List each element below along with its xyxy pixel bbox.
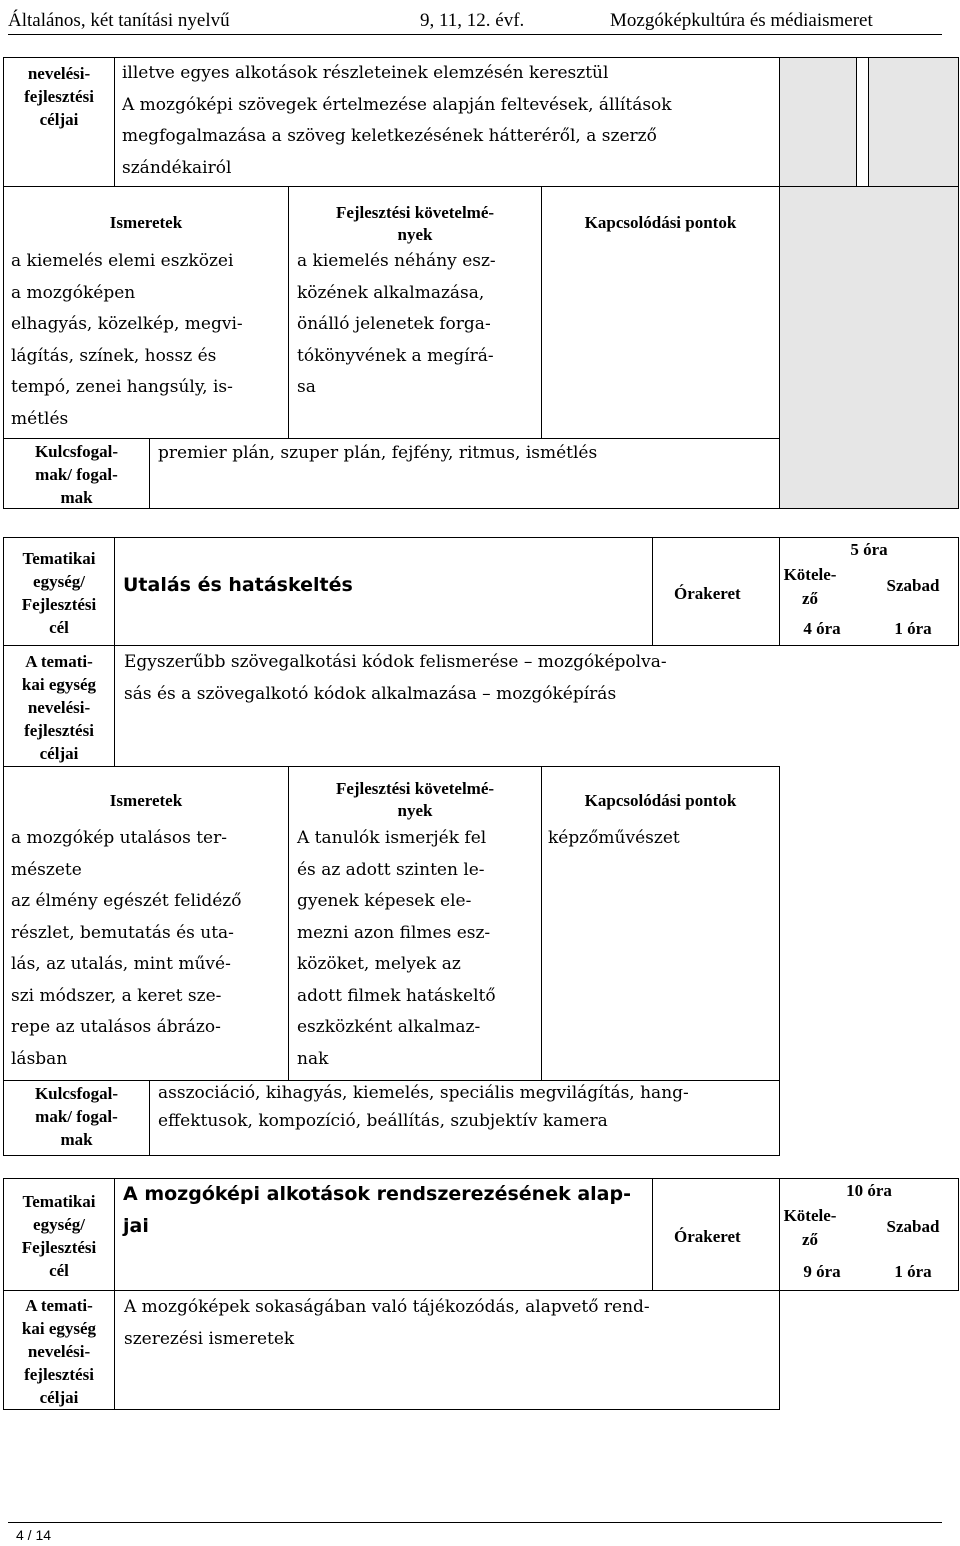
unit-title <box>123 1178 631 1242</box>
goal-label <box>4 62 114 131</box>
orakeret-label: Órakeret <box>674 584 741 603</box>
text-line: tempó, zenei hangsúly, is- <box>11 377 233 397</box>
label-line: céljai <box>39 110 79 129</box>
ismeretek-text <box>11 246 243 435</box>
text-line: A tanulók ismerjék fel <box>297 828 487 848</box>
szabad-label: Szabad <box>886 576 940 595</box>
label-line: Fejlesztési <box>21 595 97 614</box>
ismeretek-text <box>11 823 241 1075</box>
total-hours: 5 óra <box>850 540 888 559</box>
label-line: egység/ <box>33 572 85 591</box>
title-line: jai <box>123 1215 149 1237</box>
label-line: fejlesztési <box>24 721 94 740</box>
label-line: nevelési- <box>27 698 91 717</box>
kotelezo-label <box>780 1204 840 1252</box>
text-line: szi módszer, a keret sze- <box>11 985 222 1006</box>
header-line: nyek <box>397 801 433 820</box>
label-line: A temati- <box>25 1296 93 1315</box>
kotelezo-hours: 9 óra <box>803 1262 841 1281</box>
header-right: Mozgóképkultúra és médiaismeret <box>610 10 873 31</box>
goal-line: A mozgóképi szövegek értelmezése alapján feltevések, állítások <box>122 94 672 115</box>
text-line: a kiemelés elemi eszközei <box>11 251 234 271</box>
label-line: kai egység <box>21 1319 97 1338</box>
gray-margin-1 <box>779 58 959 508</box>
page-number: 4 / 14 <box>16 1527 52 1543</box>
goal-line: illetve egyes alkotások részleteinek elemzésén keresztül <box>122 63 609 83</box>
label-line: fejlesztési <box>24 87 94 106</box>
col-kapcsolodasi-header: Kapcsolódási pontok <box>584 213 737 232</box>
goal-line: sás és a szövegalkotó kódok alkalmazása – mozgóképírás <box>124 683 617 704</box>
kulcs-label <box>4 440 149 509</box>
goal-text <box>124 1292 650 1355</box>
kulcs-text <box>158 1079 689 1135</box>
label-line: fejlesztési <box>24 1365 94 1384</box>
text-line: közöket, melyek az <box>297 954 461 974</box>
text-line: és az adott szinten le- <box>297 859 485 880</box>
unit-title: Utalás és hatáskeltés <box>123 574 353 596</box>
label-line: Fejlesztési <box>21 1238 97 1257</box>
text-line: mészete <box>11 859 82 880</box>
kotelezo-label <box>780 563 840 611</box>
szabad-hours: 1 óra <box>894 1262 932 1281</box>
goal-text <box>122 58 672 184</box>
orakeret-label: Órakeret <box>674 1227 741 1246</box>
label-line: Kötele- <box>783 565 837 584</box>
label-line: egység/ <box>33 1215 85 1234</box>
text-line: sa <box>297 377 316 397</box>
text-line: lásban <box>11 1048 68 1069</box>
label-line: Kötele- <box>783 1206 837 1225</box>
text-line: részlet, bemutatás és uta- <box>11 922 234 943</box>
total-hours: 10 óra <box>846 1181 892 1200</box>
header-line: Fejlesztési követelmé- <box>335 203 495 222</box>
label-line: Kulcsfogal- <box>34 442 119 461</box>
label-line: céljai <box>39 1388 79 1407</box>
label-line: Tematikai <box>22 1192 96 1211</box>
text-line: mezni azon filmes esz- <box>297 922 491 943</box>
szabad-label: Szabad <box>886 1217 940 1236</box>
white-divider-1 <box>856 58 868 186</box>
text-line: effektusok, kompozíció, beállítás, szubjektív kamera <box>158 1111 608 1131</box>
goal-label <box>4 1294 114 1409</box>
goal-line: A mozgóképek sokaságában való tájékozódás, alapvető rend- <box>124 1297 650 1317</box>
label-line: cél <box>49 1261 69 1280</box>
text-line: a kiemelés néhány esz- <box>297 251 496 271</box>
goal-line: szándékairól <box>122 157 232 178</box>
title-line: A mozgóképi alkotások rendszerezésének alap- <box>123 1183 631 1205</box>
text-line: nak <box>297 1048 329 1069</box>
page-footer <box>8 1522 942 1543</box>
col-ismeretek-header: Ismeretek <box>109 213 183 232</box>
label-line: mak <box>60 1130 93 1149</box>
text-line: tókönyvének a megírá- <box>297 345 494 366</box>
goal-text <box>124 647 667 710</box>
label-line: A temati- <box>25 652 93 671</box>
text-line: elhagyás, közelkép, megvi- <box>11 314 243 334</box>
label-line: ző <box>801 589 819 608</box>
label-line: kai egység <box>21 675 97 694</box>
kulcs-text: premier plán, szuper plán, fejfény, ritmus, ismétlés <box>158 443 598 463</box>
label-line: Tematikai <box>22 549 96 568</box>
text-line: lás, az utalás, mint művé- <box>11 954 231 974</box>
header-middle: 9, 11, 12. évf. <box>420 10 525 31</box>
text-line: a mozgóképen <box>11 282 136 303</box>
szabad-hours: 1 óra <box>894 619 932 638</box>
page-header <box>8 6 942 35</box>
kulcs-label <box>4 1082 149 1151</box>
label-line: ző <box>801 1230 819 1249</box>
text-line: repe az utalásos ábrázo- <box>11 1017 221 1037</box>
text-line: közének alkalmazása, <box>297 282 485 303</box>
text-line: önálló jelenetek forga- <box>297 314 491 334</box>
label-line: nevelési- <box>27 64 91 83</box>
col-kapcsolodasi-header: Kapcsolódási pontok <box>584 791 737 810</box>
text-line: asszociáció, kihagyás, kiemelés, speciális megvilágítás, hang- <box>158 1083 689 1103</box>
kapcsolodasi-text: képzőművészet <box>548 828 680 848</box>
goal-line: szerezési ismeretek <box>124 1328 295 1349</box>
col-ismeretek-header: Ismeretek <box>109 791 183 810</box>
label-line: Kulcsfogal- <box>34 1084 119 1103</box>
text-line: a mozgókép utalásos ter- <box>11 828 227 848</box>
goal-line: Egyszerűbb szövegalkotási kódok felismerése – mozgóképolva- <box>124 652 667 672</box>
label-line: nevelési- <box>27 1342 91 1361</box>
text-line: métlés <box>11 408 69 429</box>
kotelezo-hours: 4 óra <box>803 619 841 638</box>
header-line: Fejlesztési követelmé- <box>335 779 495 798</box>
label-line: mak/ fogal- <box>35 1107 118 1126</box>
col-fejlesztesi-header <box>289 202 541 246</box>
text-line: lágítás, színek, hossz és <box>11 345 217 366</box>
fejlesztesi-text <box>297 246 496 404</box>
header-line: nyek <box>397 225 433 244</box>
label-line: céljai <box>39 744 79 763</box>
tematikai-label <box>4 1190 114 1282</box>
text-line: adott filmek hatáskeltő <box>297 985 496 1006</box>
goal-label <box>4 650 114 765</box>
col-fejlesztesi-header <box>289 778 541 822</box>
tematikai-label <box>4 547 114 639</box>
text-line: gyenek képesek ele- <box>297 891 472 911</box>
label-line: mak <box>60 488 93 507</box>
label-line: cél <box>49 618 69 637</box>
goal-line: megfogalmazása a szöveg keletkezésének hátteréről, a szerző <box>122 126 657 146</box>
text-line: az élmény egészét felidéző <box>11 891 242 911</box>
label-line: mak/ fogal- <box>35 465 118 484</box>
text-line: eszközként alkalmaz- <box>297 1017 481 1037</box>
fejlesztesi-text <box>297 823 496 1075</box>
header-left: Általános, két tanítási nyelvű <box>8 10 230 31</box>
